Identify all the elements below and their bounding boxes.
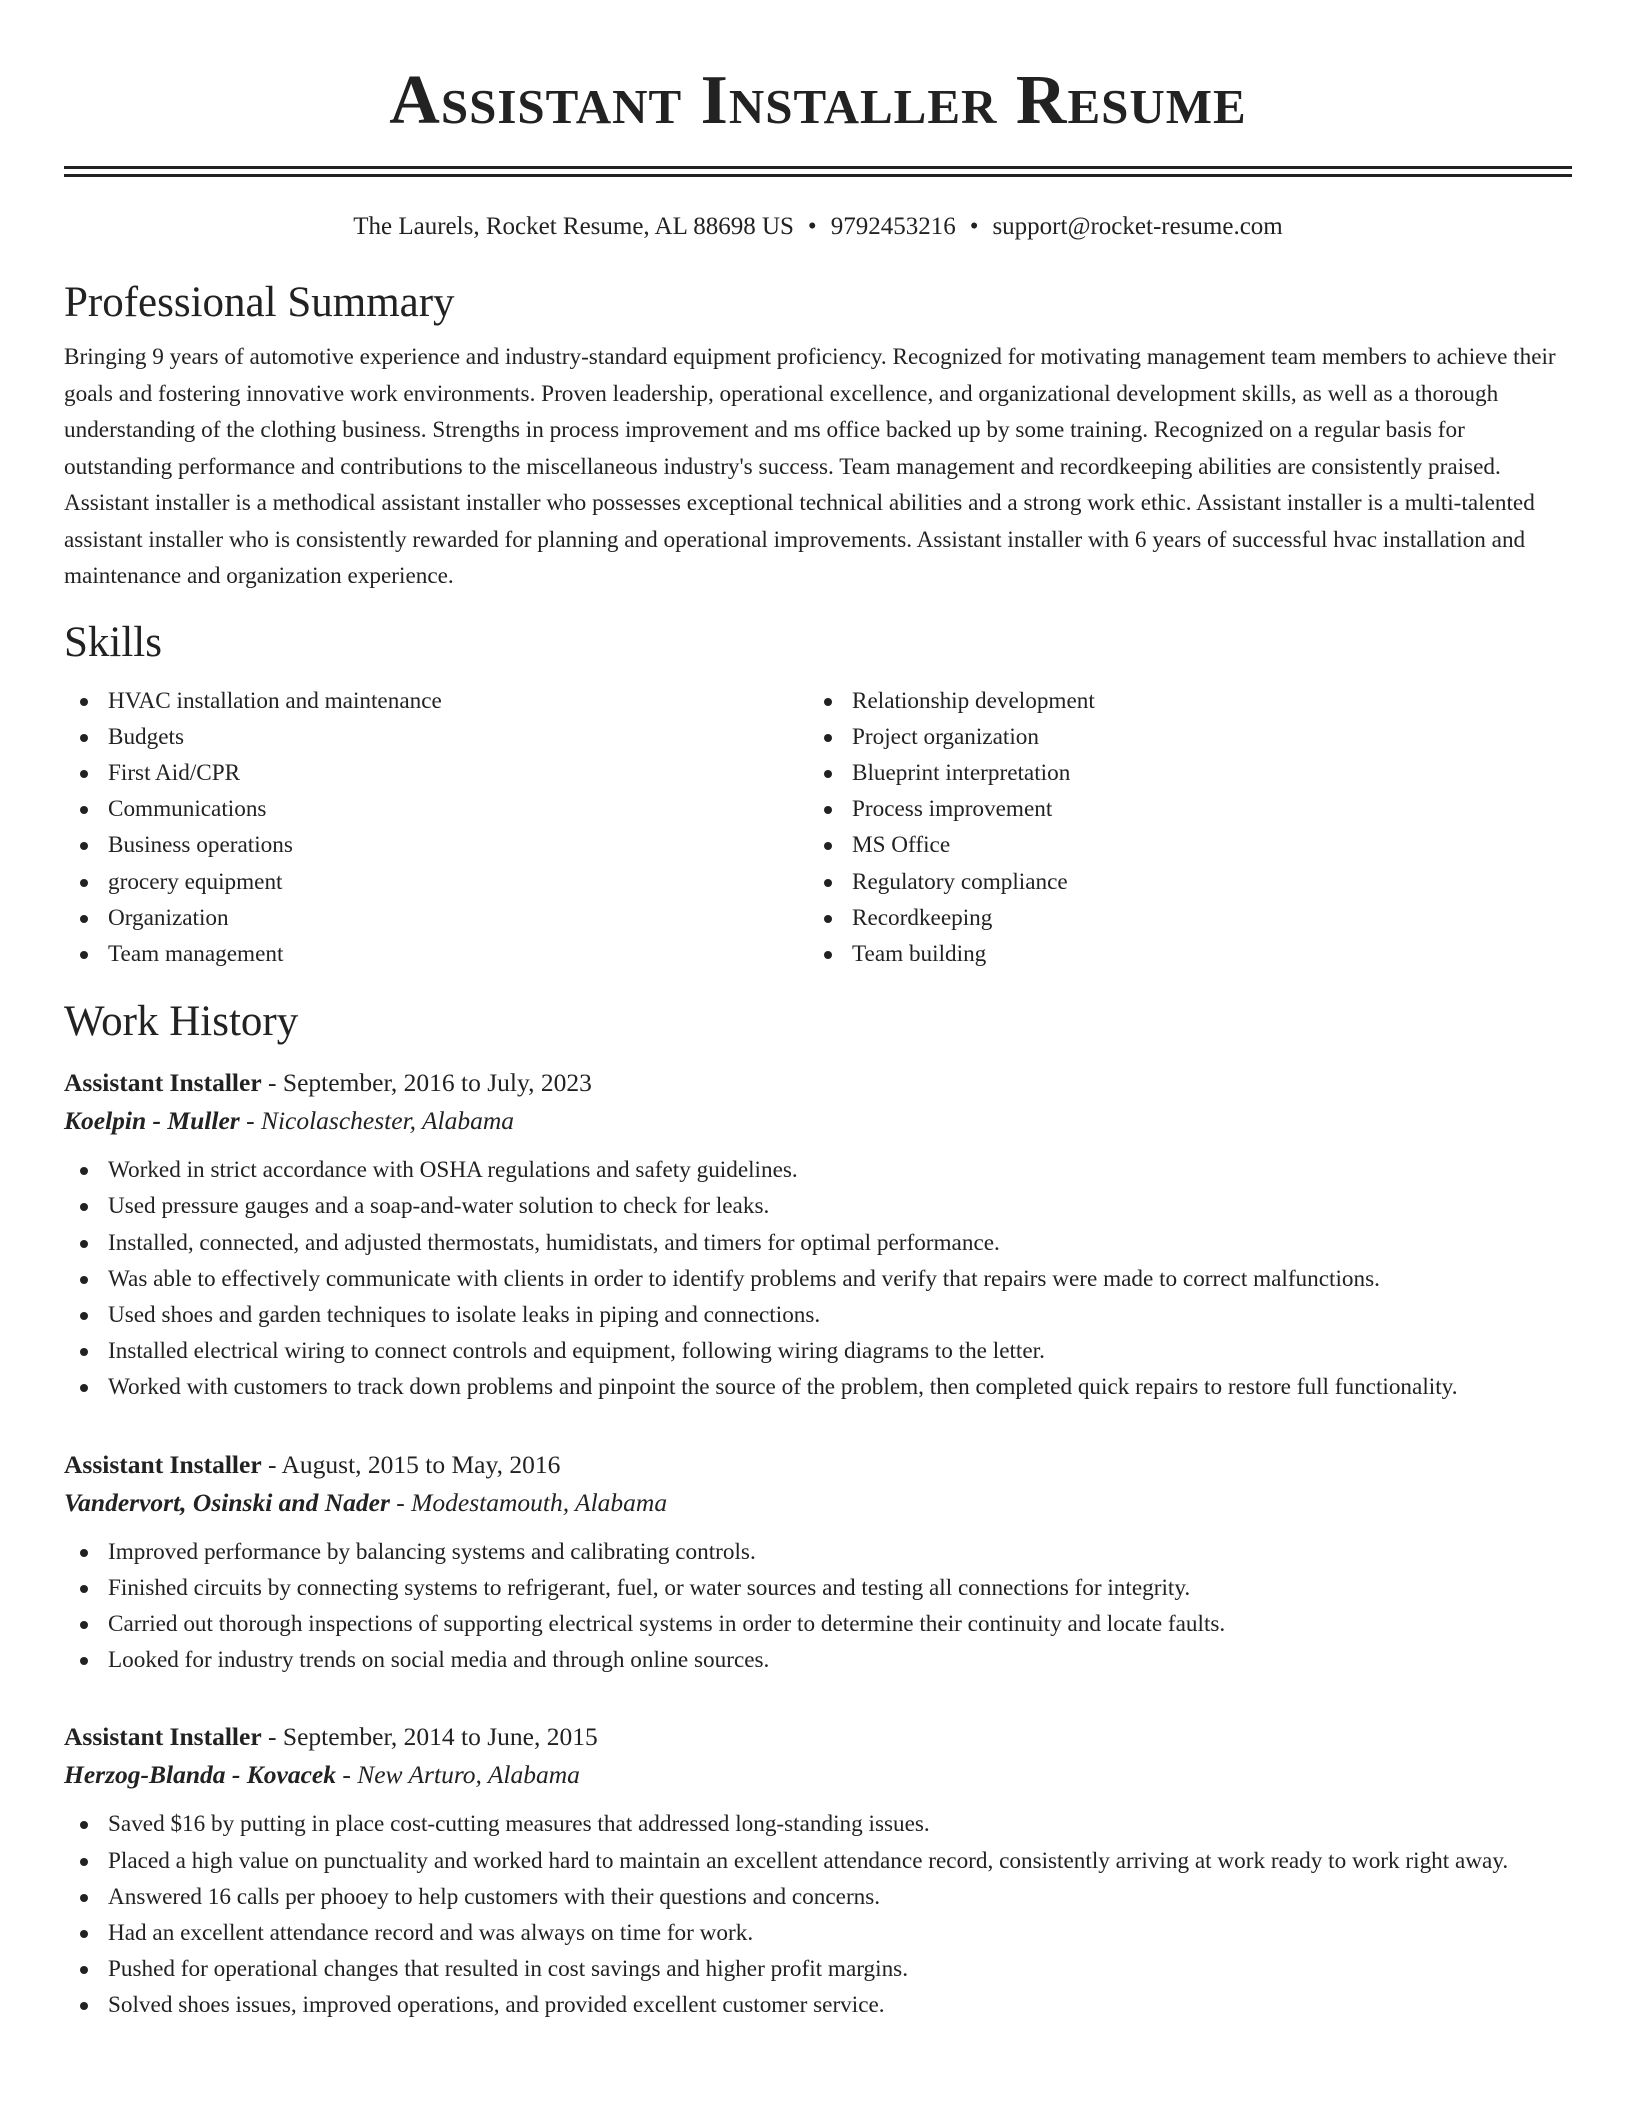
job-dash: - <box>389 1487 412 1517</box>
duty-item: Pushed for operational changes that resulted in cost savings and higher profit margins. <box>64 1951 1572 1987</box>
resume-page <box>64 0 1572 2024</box>
job-dash: - <box>335 1760 358 1790</box>
duty-item: Used pressure gauges and a soap-and-water solution to check for leaks. <box>64 1188 1572 1224</box>
duty-item: Was able to effectively communicate with clients in order to identify problems and verify that repairs were made to correct malfunctions. <box>64 1261 1572 1297</box>
job-dates: September, 2014 to June, 2015 <box>282 1722 598 1752</box>
duty-item: Solved shoes issues, improved operations, and provided excellent customer service. <box>64 1987 1572 2023</box>
work-history-heading: Work History <box>64 998 299 1046</box>
duty-item: Installed, connected, and adjusted thermostats, humidistats, and timers for optimal performance. <box>64 1225 1572 1261</box>
skill-item: Regulatory compliance <box>808 864 1552 900</box>
contact-phone: 9792453216 <box>830 213 956 240</box>
job-duties <box>64 1806 1572 2023</box>
skills-column-right <box>808 683 1552 973</box>
skill-item: Business operations <box>64 827 808 863</box>
skill-item: Team management <box>64 936 808 972</box>
job-company-line <box>64 1756 1572 1794</box>
title-divider <box>64 166 1572 177</box>
skill-item: Team building <box>808 936 1552 972</box>
skill-item: Blueprint interpretation <box>808 755 1552 791</box>
job-company: Vandervort, Osinski and Nader <box>64 1487 390 1517</box>
contact-separator: • <box>807 213 817 240</box>
job-dates: August, 2015 to May, 2016 <box>281 1449 561 1479</box>
duty-item: Answered 16 calls per phooey to help customers with their questions and concerns. <box>64 1879 1572 1915</box>
skill-item: Recordkeeping <box>808 900 1552 936</box>
duty-item: Installed electrical wiring to connect controls and equipment, following wiring diagrams to the letter. <box>64 1333 1572 1369</box>
job-duties <box>64 1534 1572 1679</box>
contact-address: The Laurels, Rocket Resume, AL 88698 US <box>353 213 794 240</box>
skill-item: Budgets <box>64 719 808 755</box>
job-dates: September, 2016 to July, 2023 <box>282 1068 592 1098</box>
job-role: Assistant Installer <box>64 1722 262 1752</box>
skills-list <box>64 683 1572 973</box>
job-entry <box>64 1718 1572 2023</box>
job-company-line <box>64 1102 1572 1140</box>
job-dash: - <box>261 1449 282 1479</box>
job-dash: - <box>261 1068 283 1098</box>
duty-item: Used shoes and garden techniques to isolate leaks in piping and connections. <box>64 1297 1572 1333</box>
job-entry <box>64 1064 1572 1405</box>
skill-item: Organization <box>64 900 808 936</box>
job-company-line <box>64 1484 1572 1522</box>
duty-item: Finished circuits by connecting systems to refrigerant, fuel, or water sources and testing all connections for integrity. <box>64 1570 1572 1606</box>
summary-heading: Professional Summary <box>64 279 455 326</box>
job-duties <box>64 1152 1572 1405</box>
skill-item: Relationship development <box>808 683 1552 719</box>
skill-item: grocery equipment <box>64 864 808 900</box>
job-title-line <box>64 1446 1572 1484</box>
duty-item: Had an excellent attendance record and was always on time for work. <box>64 1915 1572 1951</box>
skill-item: HVAC installation and maintenance <box>64 683 808 719</box>
job-company: Herzog-Blanda - Kovacek <box>64 1760 336 1790</box>
duty-item: Improved performance by balancing systems and calibrating controls. <box>64 1534 1572 1570</box>
skill-item: First Aid/CPR <box>64 755 808 791</box>
skill-item: Project organization <box>808 719 1552 755</box>
skill-item: Process improvement <box>808 791 1552 827</box>
job-location: Nicolaschester, Alabama <box>260 1106 515 1136</box>
job-dash: - <box>261 1722 283 1752</box>
duty-item: Worked with customers to track down problems and pinpoint the source of the problem, then completed quick repairs to restore full functionality. <box>64 1369 1572 1405</box>
skills-heading: Skills <box>64 618 162 666</box>
duty-item: Looked for industry trends on social media and through online sources. <box>64 1642 1572 1678</box>
resume-title: Assistant Installer Resume <box>389 62 1247 139</box>
job-company: Koelpin - Muller <box>64 1106 240 1136</box>
duty-item: Carried out thorough inspections of supporting electrical systems in order to determine their continuity and locate faults. <box>64 1606 1572 1642</box>
duty-item: Placed a high value on punctuality and worked hard to maintain an excellent attendance record, consistently arriving at work ready to work right away. <box>64 1843 1572 1879</box>
contact-separator: • <box>969 213 979 240</box>
job-entry <box>64 1446 1572 1679</box>
job-location: New Arturo, Alabama <box>357 1760 580 1790</box>
job-title-line <box>64 1064 1572 1102</box>
contact-email: support@rocket-resume.com <box>992 213 1283 240</box>
job-role: Assistant Installer <box>64 1449 262 1479</box>
contact-line <box>64 211 1572 243</box>
skill-item: MS Office <box>808 827 1552 863</box>
duty-item: Saved $16 by putting in place cost-cutting measures that addressed long-standing issues. <box>64 1806 1572 1842</box>
job-location: Modestamouth, Alabama <box>411 1487 668 1517</box>
skills-column-left <box>64 683 808 973</box>
duty-item: Worked in strict accordance with OSHA regulations and safety guidelines. <box>64 1152 1572 1188</box>
job-role: Assistant Installer <box>64 1068 262 1098</box>
summary-text: Bringing 9 years of automotive experience and industry-standard equipment proficiency. Recognized for motivating management team members to achieve their goals and fostering innovative work environments. Proven leadership, operational excellence, and organizational development skills, as well as a thorough understanding of the clothing business. Strengths in process improvement and ms office backed up by some training. Recognized on a regular basis for outstanding performance and contributions to the miscellaneous industry's success. Team management and recordkeeping abilities are consistently praised. Assistant installer is a methodical assistant installer who possesses exceptional technical abilities and a strong work ethic. Assistant installer is a multi-talented assistant installer who is consistently rewarded for planning and operational improvements. Assistant installer with 6 years of successful hvac installation and maintenance and organization experience. <box>64 344 1556 589</box>
job-title-line <box>64 1718 1572 1756</box>
job-dash: - <box>239 1106 261 1136</box>
skill-item: Communications <box>64 791 808 827</box>
